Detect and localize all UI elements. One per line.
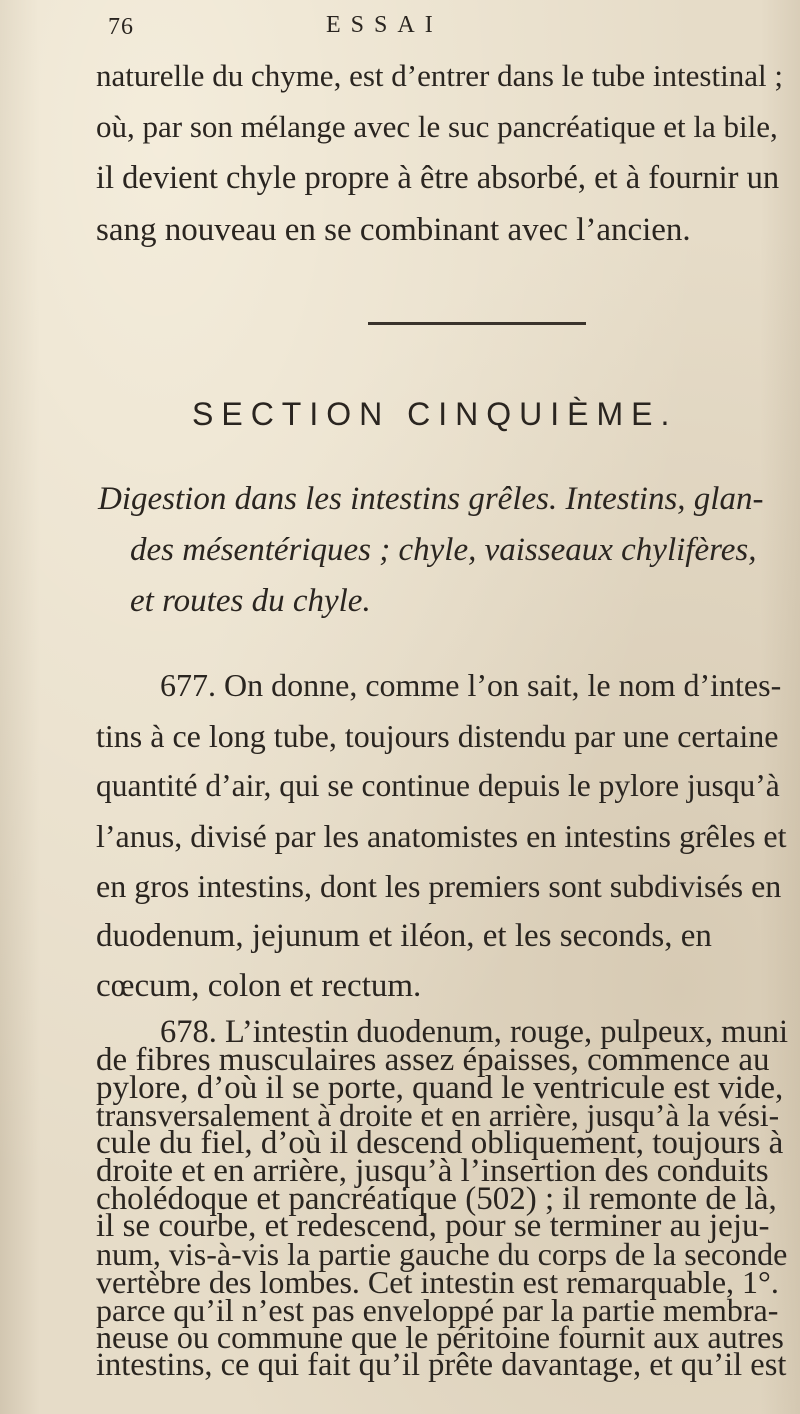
paragraph-677-line: en gros intestins, dont les premiers sont subdivisés en [96,868,782,904]
section-title: SECTION CINQUIÈME. [192,396,678,432]
section-summary-line: Digestion dans les intestins grêles. Intestins, glan- [98,481,764,517]
section-divider [368,322,586,325]
paragraph-678-line: droite et en arrière, jusqu’à l’insertion des conduits [96,1153,769,1189]
paragraph-677-line: 677. On donne, comme l’on sait, le nom d’intes- [160,667,782,703]
paragraph-678-line: 678. L’intestin duodenum, rouge, pulpeux, muni [160,1014,788,1050]
paragraph-677-line: cœcum, colon et rectum. [96,968,422,1004]
paragraph-678-line: il se courbe, et redescend, pour se terminer au jeju- [96,1208,770,1244]
paragraph-677-line: duodenum, jejunum et iléon, et les seconds, en [96,918,712,954]
paragraph-678-line: cholédoque et pancréatique (502) ; il remonte de là, [96,1181,777,1217]
paragraph-678-line: parce qu’il n’est pas enveloppé par la partie membra- [96,1292,779,1328]
section-summary-line: et routes du chyle. [130,583,371,619]
paragraph-677-line: l’anus, divisé par les anatomistes en intestins grêles et [96,818,787,854]
text-line: il devient chyle propre à être absorbé, et à fournir un [96,160,780,196]
paragraph-678-line: transversalement à droite et en arrière, jusqu’à la vési- [96,1098,780,1133]
paragraph-678-line: de fibres musculaires assez épaisses, commence au [96,1042,770,1078]
page-header [96,10,736,46]
text-line: où, par son mélange avec le suc pancréatique et la bile, [96,109,778,144]
text-line: naturelle du chyme, est d’entrer dans le tube intestinal ; [96,58,783,93]
paragraph-677-line: quantité d’air, qui se continue depuis le pylore jusqu’à [96,768,780,803]
paragraph-678-line: intestins, ce qui fait qu’il prête davantage, et qu’il est [96,1347,787,1383]
paragraph-678-line: cule du fiel, d’où il descend obliquement, toujours à [96,1125,784,1161]
paragraph-678-line: pylore, d’où il se porte, quand le ventricule est vide, [96,1070,784,1106]
paragraph-677-line: tins à ce long tube, toujours distendu par une certaine [96,718,779,754]
page-number: 76 [108,14,134,40]
text-line: sang nouveau en se combinant avec l’ancien. [96,212,691,248]
section-summary-line: des mésentériques ; chyle, vaisseaux chylifères, [130,532,757,568]
running-head: ESSAI [326,12,443,38]
paragraph-678-line: num, vis-à-vis la partie gauche du corps de la seconde [96,1236,788,1272]
paragraph-678-line: neuse ou commune que le péritoine fournit aux autres [96,1319,784,1355]
paragraph-678-line: vertèbre des lombes. Cet intestin est remarquable, 1°. [96,1264,779,1300]
